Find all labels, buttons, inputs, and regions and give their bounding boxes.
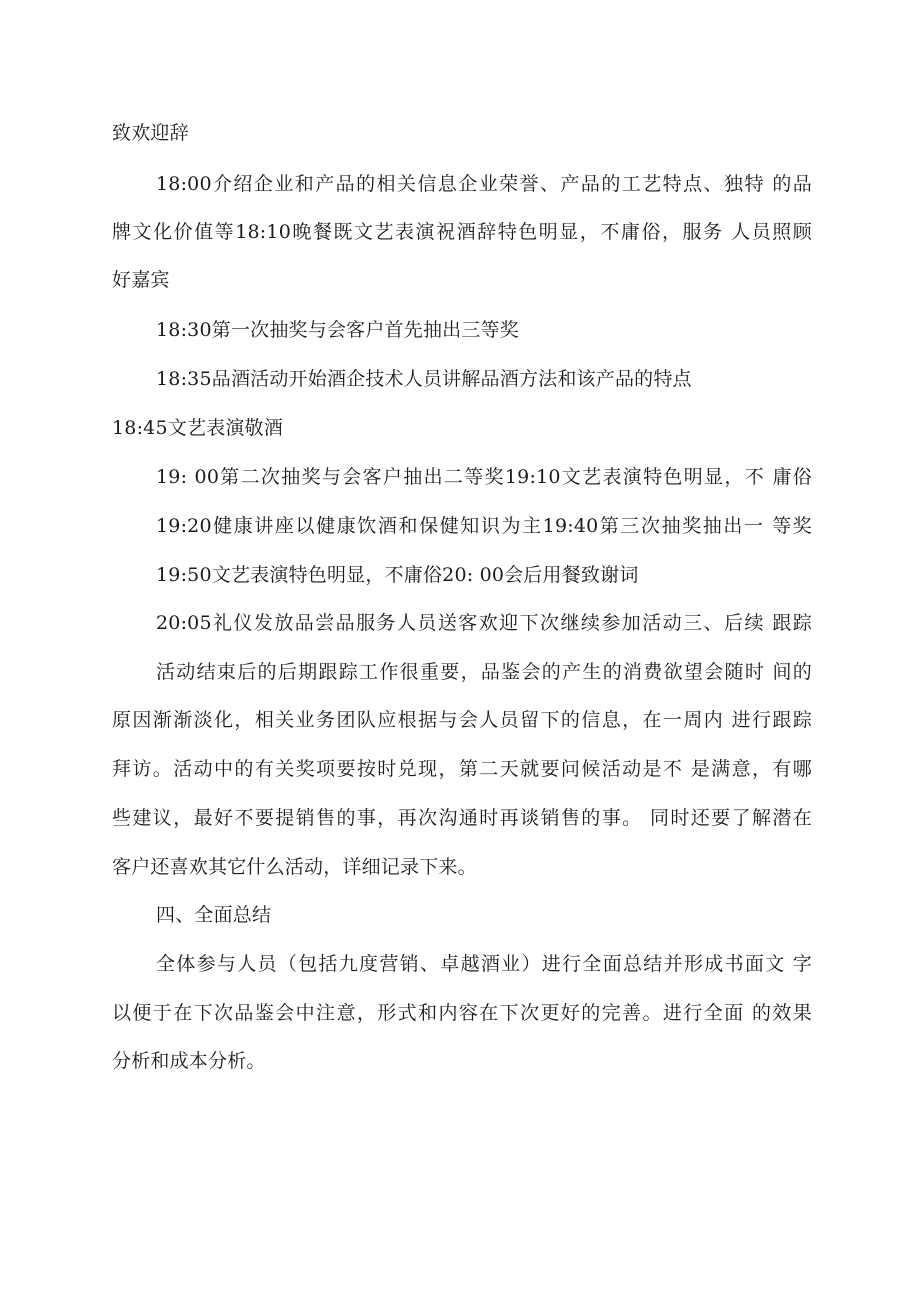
text-line-12: 活动结束后的后期跟踪工作很重要，品鉴会的产生的消费欲望会随时 间的: [156, 661, 812, 683]
text-line-6: 18:35品酒活动开始酒企技术人员讲解品酒方法和该产品的特点: [156, 368, 692, 390]
text-line-19: 以便于在下次品鉴会中注意，形式和内容在下次更好的完善。进行全面 的效果: [112, 1002, 812, 1024]
text-line-15: 些建议，最好不要提销售的事，再次沟通时再谈销售的事。 同时还要了解潜在: [112, 807, 812, 829]
text-line-3: 牌文化价值等18:10晚餐既文艺表演祝酒辞特色明显，不庸俗，服务 人员照顾: [112, 221, 812, 243]
text-line-13: 原因渐渐淡化，相关业务团队应根据与会人员留下的信息，在一周内 进行跟踪: [112, 709, 812, 731]
text-line-1: 致欢迎辞: [112, 122, 189, 144]
text-line-11: 20:05礼仪发放品尝品服务人员送客欢迎下次继续参加活动三、后续 跟踪: [156, 612, 812, 634]
text-line-8: 19: 00第二次抽奖与会客户抽出二等奖19:10文艺表演特色明显，不 庸俗: [156, 466, 812, 488]
text-line-10: 19:50文艺表演特色明显，不庸俗20: 00会后用餐致谢词: [156, 564, 639, 586]
text-line-18: 全体参与人员（包括九度营销、卓越酒业）进行全面总结并形成书面文 字: [156, 953, 812, 975]
text-line-7: 18:45文艺表演敬酒: [112, 417, 283, 439]
text-line-14: 拜访。活动中的有关奖项要按时兑现，第二天就要问候活动是不 是满意，有哪: [112, 758, 812, 780]
text-line-4: 好嘉宾: [112, 269, 170, 291]
text-line-5: 18:30第一次抽奖与会客户首先抽出三等奖: [156, 319, 519, 341]
text-line-20: 分析和成本分析。: [112, 1050, 266, 1072]
text-line-16: 客户还喜欢其它什么活动，详细记录下来。: [112, 856, 477, 878]
section-heading-summary: 四、全面总结: [156, 904, 272, 926]
text-line-9: 19:20健康讲座以健康饮酒和保健知识为主19:40第三次抽奖抽出一 等奖: [156, 515, 812, 537]
text-line-2: 18:00介绍企业和产品的相关信息企业荣誉、产品的工艺特点、独特 的品: [156, 173, 812, 195]
